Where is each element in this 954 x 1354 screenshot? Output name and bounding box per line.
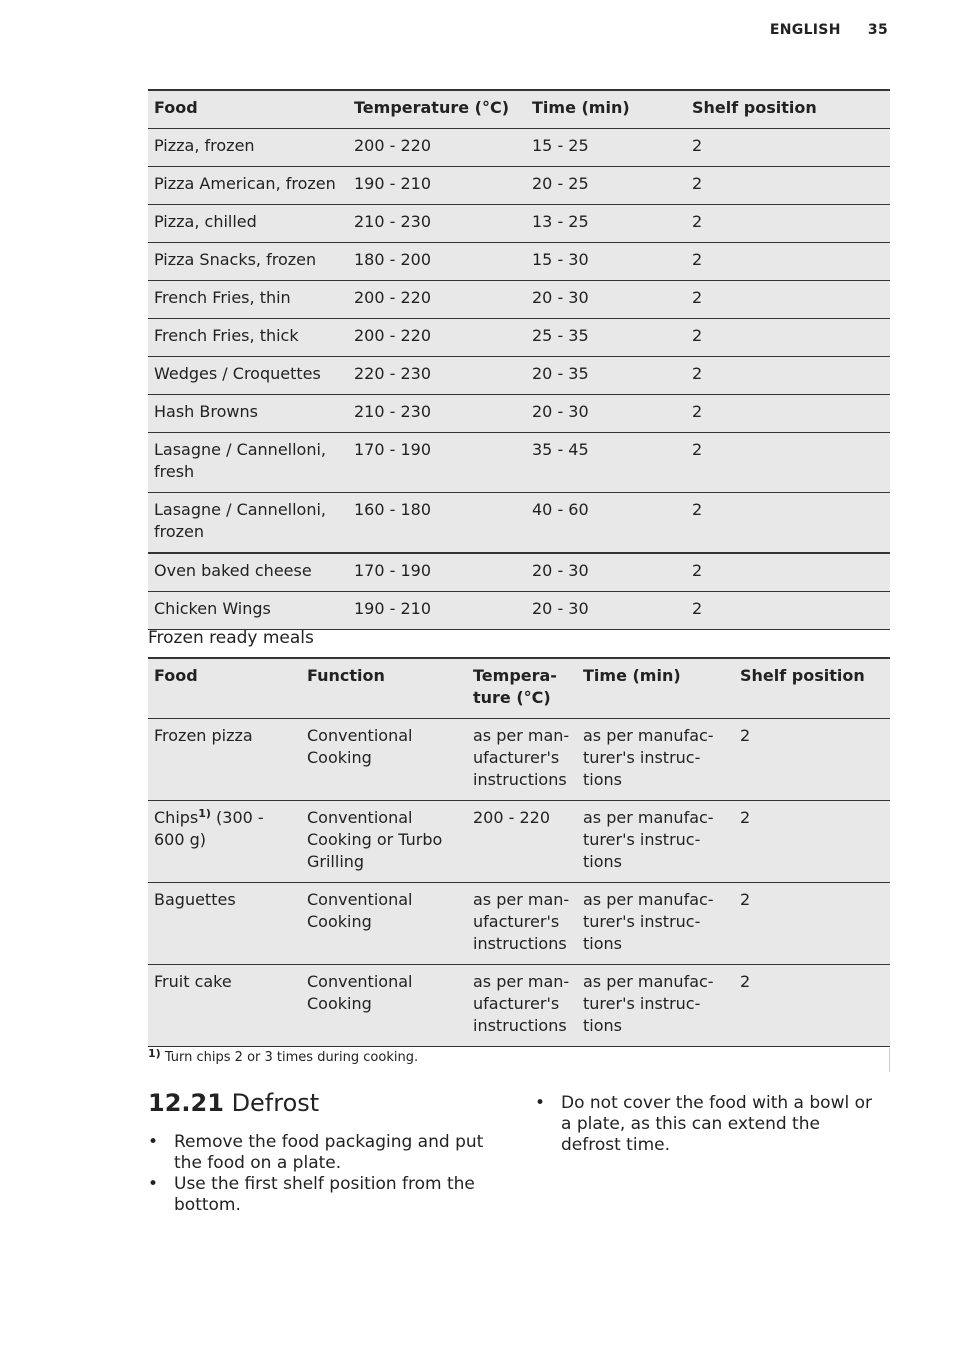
food-name: Baguettes — [154, 890, 236, 909]
table-row — [148, 167, 890, 205]
food-name: Frozen pizza — [154, 726, 253, 745]
cell-shelf: 2 — [686, 357, 890, 395]
cell-shelf: 2 — [686, 553, 890, 592]
footnote-marker: 1) — [148, 1047, 161, 1060]
cell-food — [148, 801, 301, 883]
cell-temperature: as per man-ufacturer's instructions — [467, 719, 577, 801]
footnote — [148, 1047, 419, 1065]
page-number: 35 — [867, 22, 888, 38]
cell-shelf: 2 — [686, 281, 890, 319]
cell-time: 15 - 25 — [526, 129, 686, 167]
footnote-rule — [889, 1048, 890, 1072]
cell-temperature: 190 - 210 — [348, 167, 526, 205]
cell-food: Lasagne / Cannelloni, fresh — [148, 433, 348, 493]
cell-temperature: 200 - 220 — [348, 129, 526, 167]
list-item-text: Use the first shelf position from the bottom. — [174, 1174, 475, 1215]
table-header-row — [148, 658, 890, 719]
cell-shelf: 2 — [686, 205, 890, 243]
cell-shelf: 2 — [686, 243, 890, 281]
table-row — [148, 883, 890, 965]
cell-food: Hash Browns — [148, 395, 348, 433]
list-item-text: Do not cover the food with a bowl or a plate, as this can extend the defrost time. — [561, 1093, 872, 1155]
cell-shelf: 2 — [686, 592, 890, 630]
table-row — [148, 243, 890, 281]
header-temperature: Temperature (°C) — [348, 90, 526, 129]
cell-temperature: 170 - 190 — [348, 433, 526, 493]
cell-temperature: as per man-ufacturer's instructions — [467, 883, 577, 965]
table-row — [148, 433, 890, 493]
cell-food: Oven baked cheese — [148, 553, 348, 592]
header-shelf-position: Shelf position — [686, 90, 890, 129]
table-header-row — [148, 90, 890, 129]
table-row — [148, 281, 890, 319]
cell-time: 25 - 35 — [526, 319, 686, 357]
table-row — [148, 205, 890, 243]
header-function: Function — [301, 658, 467, 719]
food-name: Fruit cake — [154, 972, 232, 991]
frozen-meals-table — [148, 657, 890, 1047]
cell-food: Lasagne / Cannelloni, frozen — [148, 493, 348, 554]
cell-temperature: 160 - 180 — [348, 493, 526, 554]
cell-temperature: 170 - 190 — [348, 553, 526, 592]
cell-time: as per manufac-turer's instruc-tions — [577, 965, 734, 1047]
cell-temperature: 190 - 210 — [348, 592, 526, 630]
table-row — [148, 801, 890, 883]
bullet-icon: • — [148, 1132, 159, 1152]
cell-time: 20 - 30 — [526, 281, 686, 319]
section-heading — [148, 1089, 319, 1117]
cell-temperature: 180 - 200 — [348, 243, 526, 281]
cell-shelf: 2 — [686, 493, 890, 554]
cell-temperature: 200 - 220 — [348, 319, 526, 357]
cell-food — [148, 719, 301, 801]
cell-time: 20 - 30 — [526, 553, 686, 592]
cell-food: French Fries, thick — [148, 319, 348, 357]
cell-food: French Fries, thin — [148, 281, 348, 319]
list-item — [148, 1132, 498, 1174]
cell-time: 40 - 60 — [526, 493, 686, 554]
cell-time: 35 - 45 — [526, 433, 686, 493]
cell-function: Conventional Cooking — [301, 719, 467, 801]
page-header — [770, 22, 888, 38]
table-row — [148, 965, 890, 1047]
table-row — [148, 395, 890, 433]
food-name: Chips — [154, 808, 199, 827]
cell-food: Wedges / Croquettes — [148, 357, 348, 395]
cell-function: Conventional Cooking or Turbo Grilling — [301, 801, 467, 883]
cell-time: 20 - 30 — [526, 395, 686, 433]
footnote-ref: 1) — [198, 807, 211, 820]
table-row — [148, 592, 890, 630]
cell-time: as per manufac-turer's instruc-tions — [577, 883, 734, 965]
header-time: Time (min) — [526, 90, 686, 129]
cell-temperature: 210 - 230 — [348, 395, 526, 433]
cell-time: 20 - 25 — [526, 167, 686, 205]
cell-shelf: 2 — [686, 167, 890, 205]
list-item — [148, 1174, 498, 1216]
header-temperature: Tempera-ture (°C) — [467, 658, 577, 719]
cell-temperature: 220 - 230 — [348, 357, 526, 395]
table-row — [148, 493, 890, 554]
cell-temperature: 200 - 220 — [348, 281, 526, 319]
cell-function: Conventional Cooking — [301, 965, 467, 1047]
cell-temperature: 200 - 220 — [467, 801, 577, 883]
list-item — [535, 1093, 885, 1156]
cell-shelf: 2 — [734, 965, 890, 1047]
cell-temperature: as per man-ufacturer's instructions — [467, 965, 577, 1047]
header-time: Time (min) — [577, 658, 734, 719]
table-row — [148, 319, 890, 357]
food-name-detail: (300 - 600 g) — [154, 808, 264, 849]
cell-shelf: 2 — [686, 433, 890, 493]
bullet-icon: • — [535, 1093, 546, 1113]
bullet-icon: • — [148, 1174, 159, 1194]
table-row — [148, 553, 890, 592]
cell-food: Pizza, chilled — [148, 205, 348, 243]
header-shelf-position: Shelf position — [734, 658, 890, 719]
cell-time: as per manufac-turer's instruc-tions — [577, 801, 734, 883]
cell-food: Chicken Wings — [148, 592, 348, 630]
header-language: ENGLISH — [769, 22, 841, 38]
cell-food: Pizza American, frozen — [148, 167, 348, 205]
cell-food — [148, 965, 301, 1047]
footnote-text: Turn chips 2 or 3 times during cooking. — [164, 1050, 419, 1065]
cell-shelf: 2 — [686, 129, 890, 167]
cell-temperature: 210 - 230 — [348, 205, 526, 243]
table-row — [148, 129, 890, 167]
section-title: Defrost — [231, 1089, 320, 1117]
oven-settings-table — [148, 89, 890, 630]
table-caption: Frozen ready meals — [148, 628, 314, 648]
cell-time: 13 - 25 — [526, 205, 686, 243]
cell-time: 20 - 35 — [526, 357, 686, 395]
table-row — [148, 357, 890, 395]
table-row — [148, 719, 890, 801]
cell-shelf: 2 — [734, 801, 890, 883]
cell-shelf: 2 — [734, 719, 890, 801]
cell-shelf: 2 — [734, 883, 890, 965]
defrost-list-right — [535, 1093, 885, 1156]
header-food: Food — [148, 90, 348, 129]
cell-function: Conventional Cooking — [301, 883, 467, 965]
cell-food — [148, 883, 301, 965]
cell-food: Pizza, frozen — [148, 129, 348, 167]
list-item-text: Remove the food packaging and put the food on a plate. — [174, 1132, 484, 1173]
cell-food: Pizza Snacks, frozen — [148, 243, 348, 281]
cell-time: as per manufac-turer's instruc-tions — [577, 719, 734, 801]
cell-time: 20 - 30 — [526, 592, 686, 630]
cell-time: 15 - 30 — [526, 243, 686, 281]
section-number: 12.21 — [148, 1089, 224, 1117]
header-food: Food — [148, 658, 301, 719]
cell-shelf: 2 — [686, 319, 890, 357]
cell-shelf: 2 — [686, 395, 890, 433]
defrost-list-left — [148, 1132, 498, 1216]
